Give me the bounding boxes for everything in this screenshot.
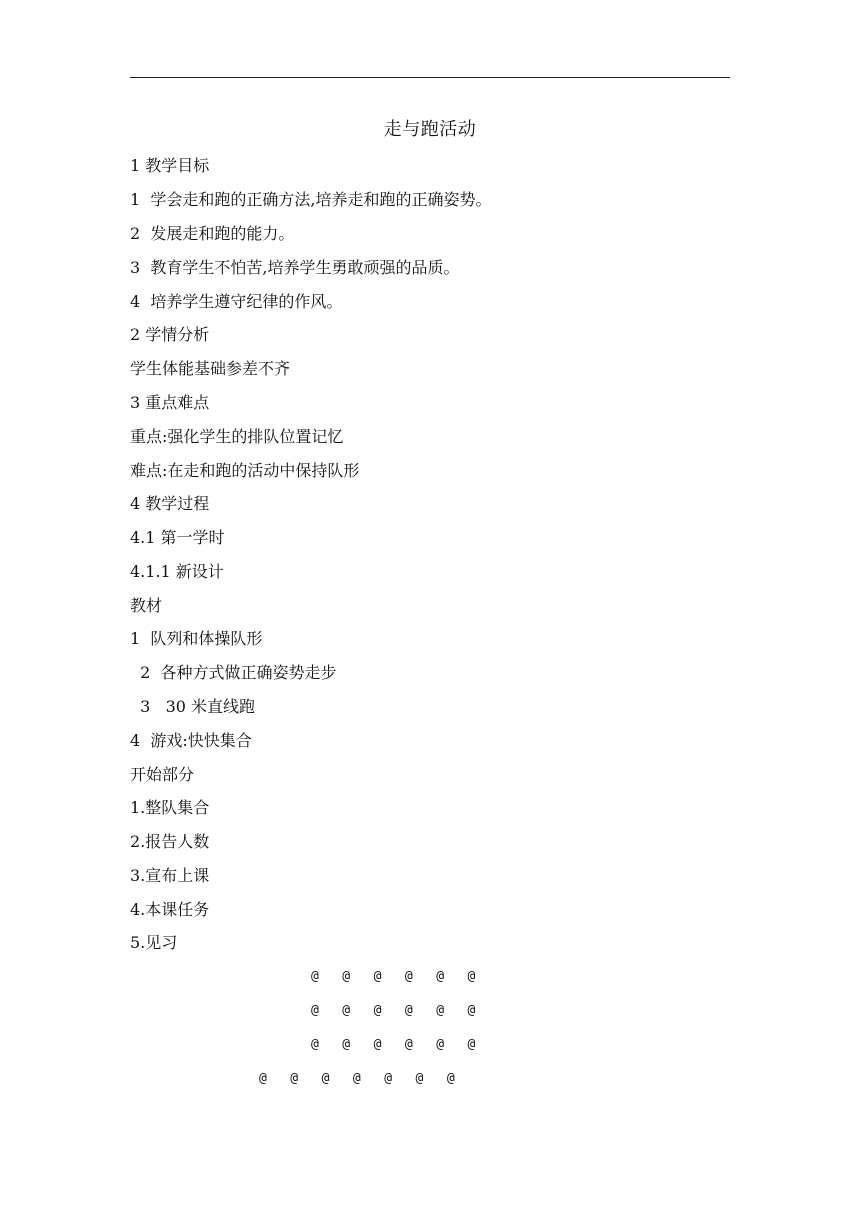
text-line: 4.本课任务 (130, 900, 210, 919)
text-line: 1 教学目标 (130, 156, 210, 175)
text-line: 3 30 米直线跑 (130, 697, 256, 716)
text-line: 3.宣布上课 (130, 866, 210, 885)
text-line: 5.见习 (130, 933, 178, 952)
document-title: 走与跑活动 (383, 119, 477, 140)
text-line: 4.1.1 新设计 (130, 562, 224, 581)
header-rule (130, 77, 730, 78)
text-line: 1 队列和体操队形 (130, 629, 263, 648)
text-line: 4 培养学生遵守纪律的作风。 (130, 292, 343, 311)
formation-row: @ @ @ @ @ @ @ (259, 1071, 455, 1086)
text-line: 3 重点难点 (130, 393, 210, 412)
text-line: 2 学情分析 (130, 325, 210, 344)
text-line: 4.1 第一学时 (130, 528, 225, 547)
text-line: 1 学会走和跑的正确方法,培养走和跑的正确姿势。 (130, 190, 492, 209)
text-line: 学生体能基础参差不齐 (130, 359, 291, 378)
text-line: 开始部分 (130, 765, 195, 784)
text-line: 2 发展走和跑的能力。 (130, 224, 295, 243)
text-line: 4 游戏:快快集合 (130, 731, 252, 750)
text-line: 难点:在走和跑的活动中保持队形 (130, 461, 360, 480)
formation-row: @ @ @ @ @ @ (311, 1037, 476, 1052)
text-line: 3 教育学生不怕苦,培养学生勇敢顽强的品质。 (130, 258, 460, 277)
text-line: 1.整队集合 (130, 798, 210, 817)
text-line: 2.报告人数 (130, 832, 210, 851)
text-line: 教材 (130, 596, 163, 615)
formation-row: @ @ @ @ @ @ (311, 969, 476, 984)
text-line: 4 教学过程 (130, 494, 210, 513)
text-line: 2 各种方式做正确姿势走步 (130, 663, 337, 682)
formation-row: @ @ @ @ @ @ (311, 1003, 476, 1018)
text-line: 重点:强化学生的排队位置记忆 (130, 427, 344, 446)
